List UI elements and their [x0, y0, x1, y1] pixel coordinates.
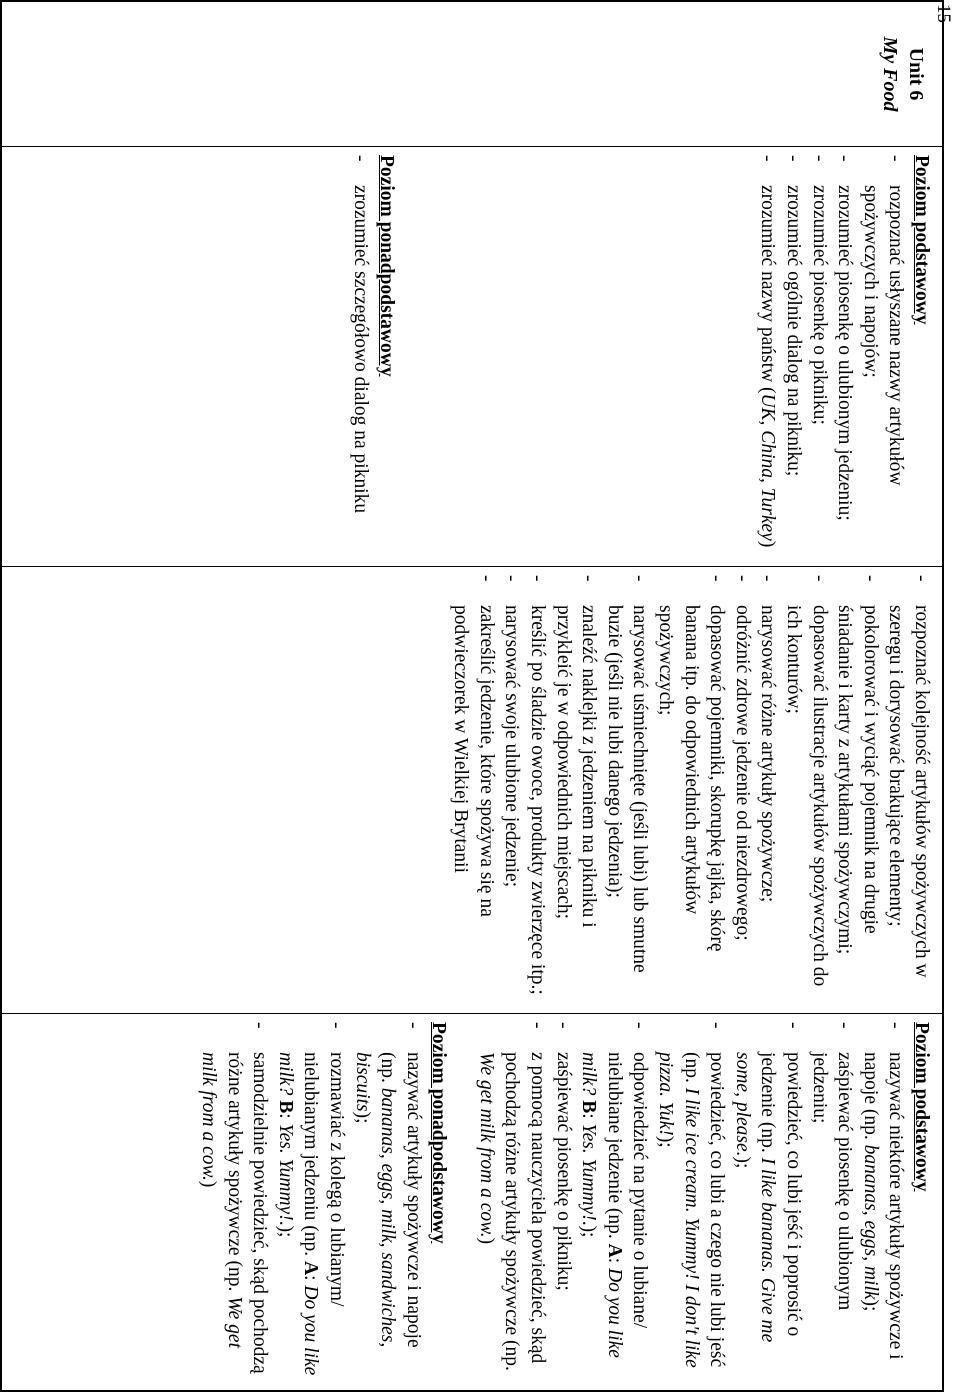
list-item: - zaśpiewać piosenkę o ulubionym jedzeniu;: [806, 1022, 857, 1382]
list-item: - zakreślić jedzenie, które spożywa się na podwieczorek w Wielkiej Brytanii: [448, 575, 499, 1005]
list-item: - rozmawiać z kolegą o lubianym/ nielubianym jedzeniu (np. A: Do you like milk? B: Yes. Yummy!.);: [272, 1022, 349, 1382]
list-item: - rozpoznać usłyszane nazwy artykułów spożywczych i napojów;: [857, 155, 908, 558]
list-item: - zaśpiewać piosenkę o pikniku;: [550, 1022, 576, 1382]
listening-cell: [2, 147, 943, 567]
list-item: - zrozumieć piosenkę o ulubionym jedzeniu;: [832, 155, 858, 558]
list-item: - narysować swoje ulubione jedzenie;: [499, 575, 525, 1005]
list-item: - znaleźć naklejki z jedzeniem na pikniku i przykleić je w odpowiednich miejscach;: [550, 575, 601, 1005]
activities-cell: [2, 567, 943, 1014]
list-item: - zrozumieć piosenkę o pikniku;: [806, 155, 832, 558]
page-number: 15: [933, 4, 954, 23]
list-item: - zrozumieć szczegółowo dialog na pikniku: [348, 155, 374, 558]
list-item: - rozpoznać kolejność artykułów spożywczych w szeregu i dorysować brakujące elementy;: [883, 575, 934, 1005]
basic-level-heading: Poziom podstawowy: [911, 1022, 932, 1192]
list-item: - odróżnić zdrowe jedzenie od niezdrowego;: [729, 575, 755, 1005]
list-item: - kreślić po śladzie owoce, produkty zwierzęce itp.;: [525, 575, 551, 1005]
list-item: - dopasować pojemniki, skorupkę jajka, skórę banana itp. do odpowiednich artykułów spożywczych;: [652, 575, 729, 1005]
list-item: - samodzielnie powiedzieć, skąd pochodzą różne artykuły spożywcze (np. We get milk from a cow.): [195, 1022, 272, 1382]
list-item: - nazywać artykuły spożywcze i napoje (np. bananas, eggs, milk, sandwiches, biscuits);: [349, 1022, 426, 1382]
list-item: - odpowiedzieć na pytanie o lubiane/ nielubiane jedzenie (np. A: Do you like milk? B: Yes. Yummy!.);: [576, 1022, 653, 1382]
list-item: - narysować różne artykuły spożywcze;: [755, 575, 781, 1005]
list-item: - powiedzieć, co lubi a czego nie lubi jeść (np. I like ice cream. Yummy! I don't like pizza. Yuk!);: [652, 1022, 729, 1382]
list-item: - nazywać niektóre artykuły spożywcze i napoje (np. bananas, eggs, milk);: [857, 1022, 908, 1382]
advanced-level-heading: Poziom ponadpodstawowy: [375, 155, 397, 377]
advanced-level-heading: Poziom ponadpodstawowy: [428, 1022, 450, 1244]
list-item: - dopasować ilustracje artykułów spożywczych do ich konturów;: [780, 575, 831, 1005]
basic-level-heading: Poziom podstawowy: [911, 155, 932, 325]
unit-subtitle: My Food: [879, 36, 902, 112]
speaking-cell: [2, 1014, 943, 1391]
unit-cell: [2, 2, 943, 147]
list-item: - narysować uśmiechnięte (jeśli lubi) lub smutne buzie (jeśli nie lubi danego jedzenia);: [601, 575, 652, 1005]
unit-row: [2, 2, 943, 1391]
unit-title: Unit 6: [905, 47, 927, 101]
list-item: - pokolorować i wyciąć pojemnik na drugie śniadanie i karty z artykułami spożywczymi;: [832, 575, 883, 1005]
list-item: - powiedzieć, co lubi jeść i poprosić o jedzenie (np. I like bananas. Give me some, please.);: [729, 1022, 806, 1382]
list-item: - z pomocą nauczyciela powiedzieć, skąd pochodzą różne artykuły spożywcze (np. We get milk from a cow.): [473, 1022, 550, 1382]
list-item: - zrozumieć nazwy państw (UK, China, Turkey): [755, 155, 781, 558]
list-item: - zrozumieć ogólnie dialog na pikniku;: [780, 155, 806, 558]
